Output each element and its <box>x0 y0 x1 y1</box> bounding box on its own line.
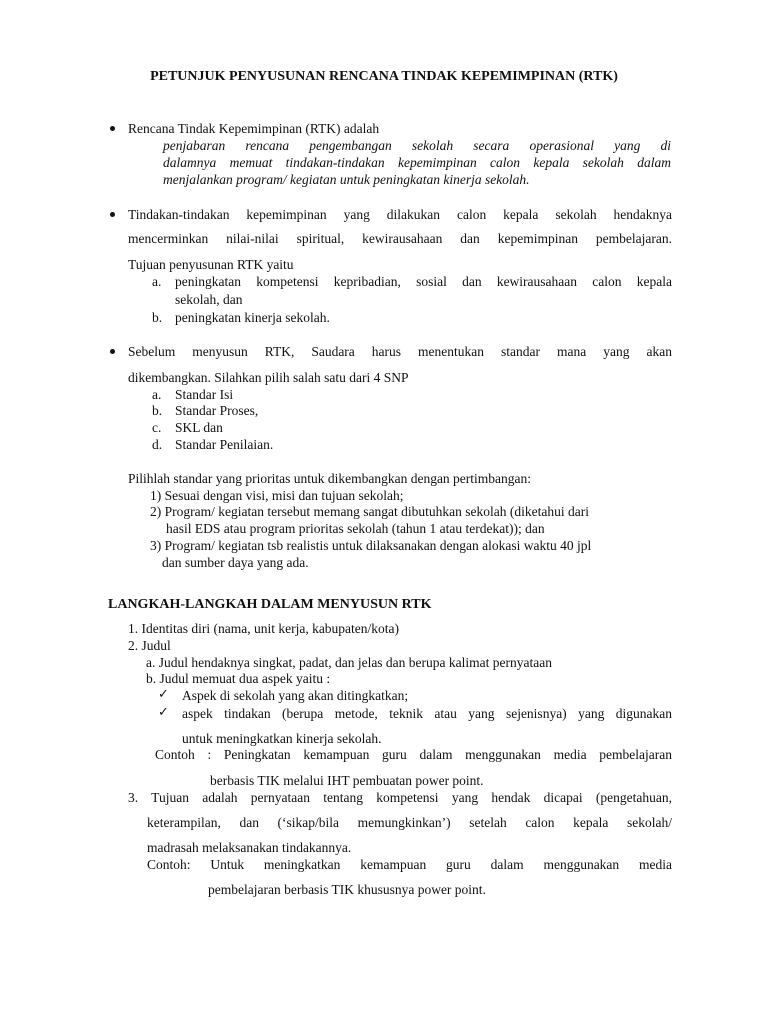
bullet-2 <box>110 212 115 217</box>
aspect-2-line-1: aspek tindakan (berupa metode, teknik atau yang sejenisnya) yang digunakan <box>182 706 672 721</box>
priority-3-line-1: 3) Program/ kegiatan tsb realistis untuk dilaksanakan dengan alokasi waktu 40 jpl <box>150 538 592 553</box>
priority-2-line-2: hasil EDS atau program prioritas sekolah (tahun 1 atau terdekat)); dan <box>166 521 545 536</box>
check-icon: ✓ <box>158 705 169 720</box>
priority-intro: Pilihlah standar yang prioritas untuk dikembangkan dengan pertimbangan: <box>128 471 532 486</box>
bullet-3 <box>110 349 115 354</box>
example-1-line-2: berbasis TIK melalui IHT pembuatan power point. <box>210 773 484 788</box>
standard-selection-line-1: Sebelum menyusun RTK, Saudara harus menentukan standar mana yang akan <box>128 344 672 359</box>
goal-a-marker: a. <box>152 274 162 289</box>
standard-selection-line-2: dikembangkan. Silahkan pilih salah satu dari 4 SNP <box>128 370 409 385</box>
standard-a-marker: a. <box>152 387 162 402</box>
rtk-goals-intro: Tujuan penyusunan RTK yaitu <box>128 257 294 272</box>
standard-c-marker: c. <box>152 420 162 435</box>
step-2: 2. Judul <box>128 638 171 653</box>
bullet-1 <box>110 126 115 131</box>
priority-2-line-1: 2) Program/ kegiatan tersebut memang sangat dibutuhkan sekolah (diketahui dari <box>150 504 590 519</box>
standard-a-text: Standar Isi <box>175 387 234 402</box>
goal-b-text: peningkatan kinerja sekolah. <box>175 310 330 325</box>
priority-1: 1) Sesuai dengan visi, misi dan tujuan sekolah; <box>150 488 404 503</box>
step-3-line-3: madrasah melaksanakan tindakannya. <box>147 840 352 855</box>
check-icon: ✓ <box>158 687 169 702</box>
step-2a: a. Judul hendaknya singkat, padat, dan jelas dan berupa kalimat pernyataan <box>146 655 552 670</box>
step-3-line-2: keterampilan, dan (‘sikap/bila memungkinkan’) setelah calon kepala sekolah/ <box>147 815 672 830</box>
standard-b-marker: b. <box>152 403 163 418</box>
goal-a-line-2: sekolah, dan <box>175 292 243 307</box>
rtk-definition-line-3: menjalankan program/ kegiatan untuk peningkatan kinerja sekolah. <box>163 172 530 187</box>
standard-c-text: SKL dan <box>175 420 223 435</box>
standard-d-marker: d. <box>152 437 163 452</box>
goal-b-marker: b. <box>152 310 163 325</box>
standard-d-text: Standar Penilaian. <box>175 437 274 452</box>
aspect-2-line-2: untuk meningkatkan kinerja sekolah. <box>182 731 382 746</box>
section-heading: LANGKAH-LANGKAH DALAM MENYUSUN RTK <box>108 597 432 612</box>
aspect-1: Aspek di sekolah yang akan ditingkatkan; <box>182 688 409 703</box>
example-2-line-1: Contoh: Untuk meningkatkan kemampuan guru dalam menggunakan media <box>147 857 672 872</box>
leadership-actions-line-1: Tindakan-tindakan kepemimpinan yang dilakukan calon kepala sekolah hendaknya <box>128 207 672 222</box>
page-title: PETUNJUK PENYUSUNAN RENCANA TINDAK KEPEMIMPINAN (RTK) <box>150 69 618 84</box>
example-1-line-1: Contoh : Peningkatan kemampuan guru dalam menggunakan media pembelajaran <box>155 747 672 762</box>
step-2b: b. Judul memuat dua aspek yaitu : <box>146 671 331 686</box>
example-2-line-2: pembelajaran berbasis TIK khususnya power point. <box>208 882 486 897</box>
rtk-definition-line-1: penjabaran rencana pengembangan sekolah secara operasional yang di <box>163 138 671 153</box>
rtk-definition-lead: Rencana Tindak Kepemimpinan (RTK) adalah <box>128 121 380 136</box>
rtk-definition-line-2: dalamnya memuat tindakan-tindakan kepemimpinan calon kepala sekolah dalam <box>163 155 671 170</box>
step-1: 1. Identitas diri (nama, unit kerja, kabupaten/kota) <box>128 621 400 636</box>
step-3-line-1: 3. Tujuan adalah pernyataan tentang kompetensi yang hendak dicapai (pengetahuan, <box>128 790 672 805</box>
leadership-actions-line-2: mencerminkan nilai-nilai spiritual, kewirausahaan dan kepemimpinan pembelajaran. <box>128 231 672 246</box>
priority-3-line-2: dan sumber daya yang ada. <box>162 555 309 570</box>
goal-a-line-1: peningkatan kompetensi kepribadian, sosial dan kewirausahaan calon kepala <box>175 274 672 289</box>
standard-b-text: Standar Proses, <box>175 403 259 418</box>
